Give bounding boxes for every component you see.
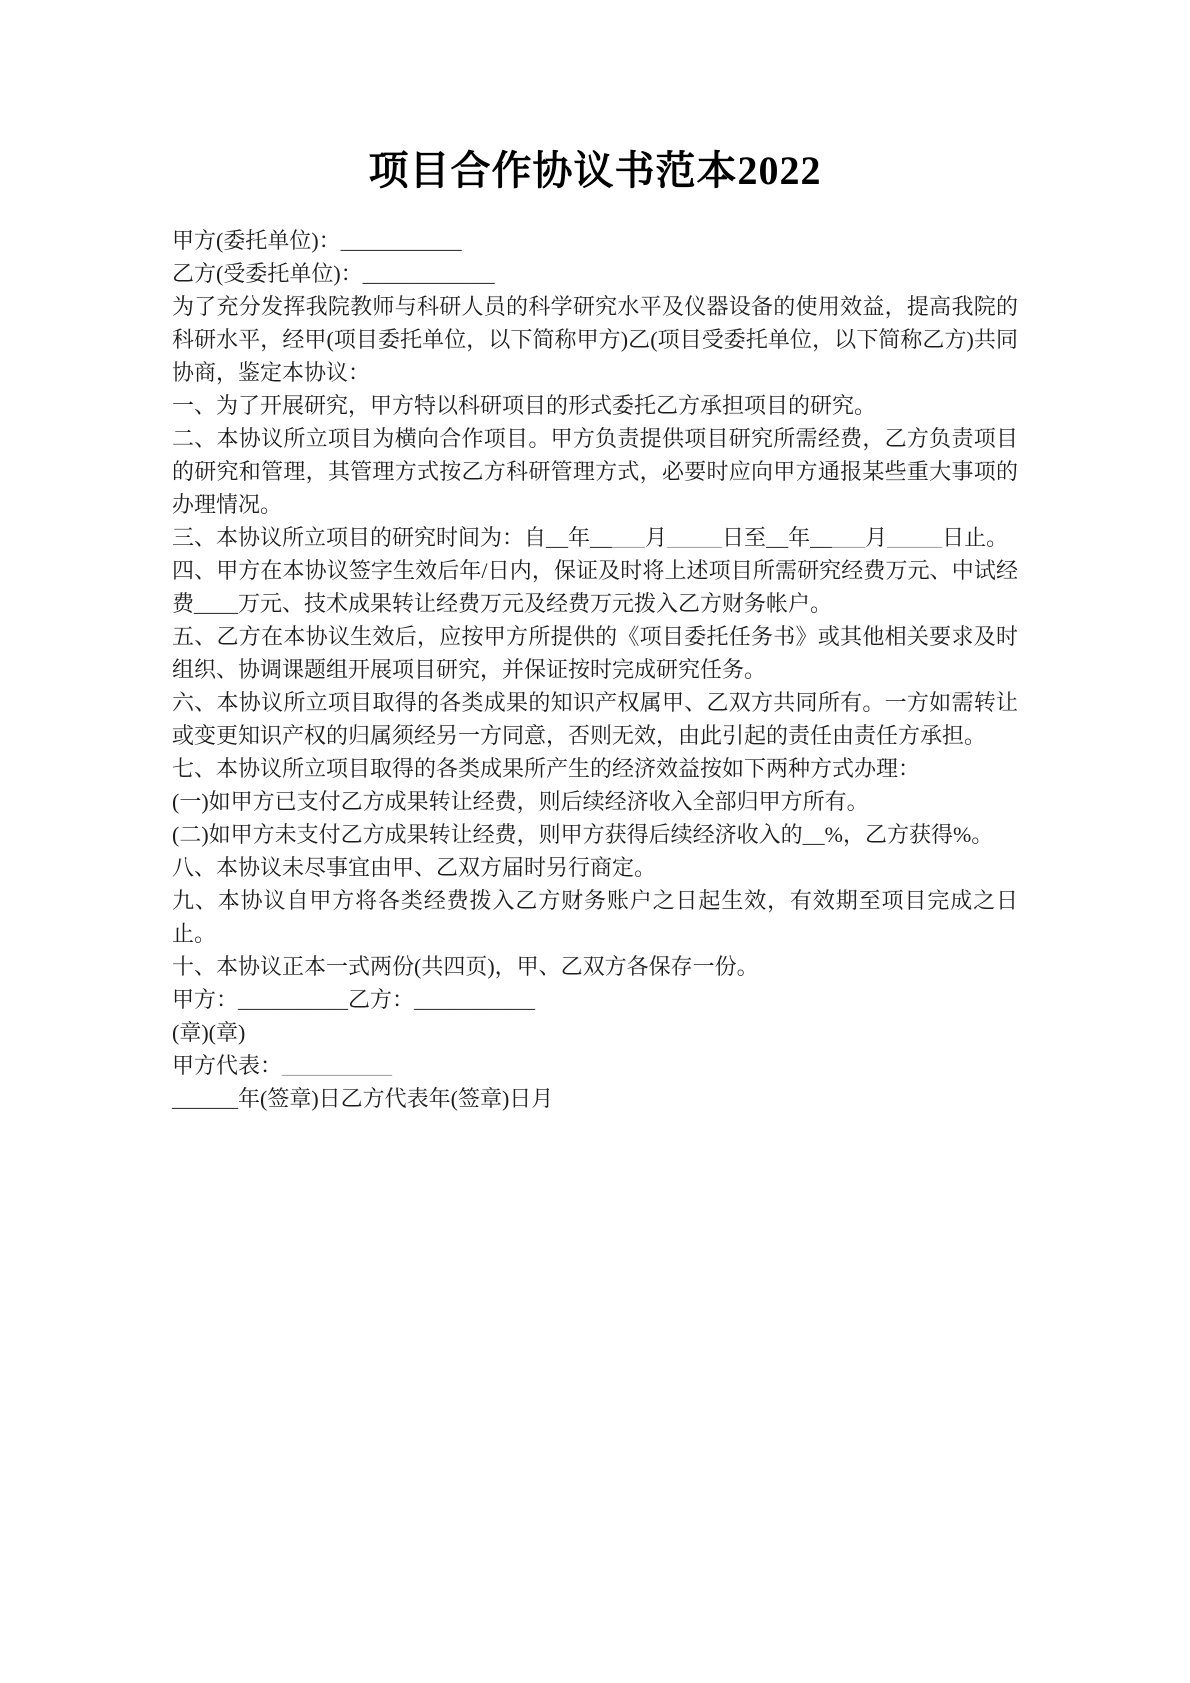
text-run: (一)如甲方已支付乙方成果转让经费，则后续经济收入全部归甲方所有。 bbox=[172, 789, 869, 814]
text-run: 八、本协议未尽事宜由甲、乙双方届时另行商定。 bbox=[172, 855, 657, 880]
text-run: 万元、技术成果转让经费万元及经费万元拨入乙方财务帐户。 bbox=[238, 591, 833, 616]
paragraph-clause-5 bbox=[172, 620, 1018, 686]
blank-field-shaded: _____ bbox=[667, 525, 723, 550]
text-run: %，乙方获得%。 bbox=[824, 822, 994, 847]
blank-field: ___________ bbox=[340, 228, 462, 253]
text-run: 乙方(受委托单位)： bbox=[172, 261, 363, 286]
document-title: 项目合作协议书范本2022 bbox=[368, 148, 822, 193]
paragraph-date-line bbox=[172, 1082, 1018, 1115]
text-run: 月 bbox=[645, 525, 668, 550]
paragraph-clause-3 bbox=[172, 521, 1018, 554]
text-run: 年 bbox=[788, 525, 811, 550]
blank-field: __ bbox=[590, 525, 613, 550]
paragraph-clause-1 bbox=[172, 389, 1018, 422]
text-run: 二、本协议所立项目为横向合作项目。甲方负责提供项目研究所需经费，乙方负责项目的研究和管理，其管理方式按乙方科研管理方式，必要时应向甲方通报某些重大事项的办理情况。 bbox=[172, 426, 1018, 517]
text-run: 为了充分发挥我院教师与科研人员的科学研究水平及仪器设备的使用效益，提高我院的科研水平，经甲(项目委托单位，以下简称甲方)乙(项目受委托单位，以下简称乙方)共同协商，鉴定本协议： bbox=[172, 294, 1018, 385]
text-run: (二)如甲方未支付乙方成果转让经费，则甲方获得后续经济收入的 bbox=[172, 822, 803, 847]
text-run: 一、为了开展研究，甲方特以科研项目的形式委托乙方承担项目的研究。 bbox=[172, 393, 877, 418]
blank-field-shaded: ___ bbox=[612, 525, 646, 550]
text-run: 日至 bbox=[722, 525, 767, 550]
blank-field: __ bbox=[810, 525, 833, 550]
paragraph-clause-7 bbox=[172, 752, 1018, 785]
text-run: 三、本协议所立项目的研究时间为：自 bbox=[172, 525, 547, 550]
text-run: 乙方： bbox=[348, 987, 415, 1012]
text-run: 六、本协议所立项目取得的各类成果的知识产权属甲、乙双方共同所有。一方如需转让或变更知识产权的归属须经另一方同意，否则无效，由此引起的责任由责任方承担。 bbox=[172, 690, 1018, 748]
paragraph-party-a-representative-line bbox=[172, 1049, 1018, 1082]
paragraph-clause-7-item-1 bbox=[172, 785, 1018, 818]
paragraph-signature-line bbox=[172, 983, 1018, 1016]
text-run: 甲方代表： bbox=[172, 1053, 283, 1078]
blank-field-shaded: _____ bbox=[887, 525, 943, 550]
paragraph-seal-line bbox=[172, 1016, 1018, 1049]
blank-field-shaded: ___ bbox=[832, 525, 866, 550]
blank-field: ___________ bbox=[414, 987, 536, 1012]
blank-field-shaded: __________ bbox=[282, 1053, 393, 1078]
paragraph-party-b-line bbox=[172, 257, 1018, 290]
text-run: 七、本协议所立项目取得的各类成果所产生的经济效益按如下两种方式办理： bbox=[172, 756, 921, 781]
text-run: 四、甲方在本协议签字生效后年/日内，保证及时将上述项目所需研究经费万元、中试经费 bbox=[172, 558, 1018, 616]
paragraph-clause-2 bbox=[172, 422, 1018, 521]
document-body bbox=[172, 224, 1018, 1115]
blank-field: ______ bbox=[172, 1086, 238, 1111]
paragraph-party-a-line bbox=[172, 224, 1018, 257]
text-run: 甲方： bbox=[172, 987, 239, 1012]
paragraph-clause-10 bbox=[172, 950, 1018, 983]
text-run: 九、本协议自甲方将各类经费拨入乙方财务账户之日起生效，有效期至项目完成之日止。 bbox=[172, 888, 1018, 946]
paragraph-clause-9 bbox=[172, 884, 1018, 950]
text-run: 五、乙方在本协议生效后，应按甲方所提供的《项目委托任务书》或其他相关要求及时组织、协调课题组开展项目研究，并保证按时完成研究任务。 bbox=[172, 624, 1018, 682]
paragraph-clause-4 bbox=[172, 554, 1018, 620]
blank-field: __ bbox=[546, 525, 569, 550]
text-run: 年 bbox=[568, 525, 591, 550]
blank-field: ____________ bbox=[362, 261, 495, 286]
blank-field: __ bbox=[802, 822, 825, 847]
blank-field: __________ bbox=[238, 987, 349, 1012]
text-run: 甲方(委托单位)： bbox=[172, 228, 341, 253]
text-run: 十、本协议正本一式两份(共四页)，甲、乙双方各保存一份。 bbox=[172, 954, 759, 979]
text-run: 日止。 bbox=[942, 525, 1009, 550]
document-content bbox=[172, 146, 1018, 1115]
text-run: 年(签章)日乙方代表年(签章)日月 bbox=[238, 1086, 554, 1111]
paragraph-preamble bbox=[172, 290, 1018, 389]
paragraph-clause-8 bbox=[172, 851, 1018, 884]
text-run: (章)(章) bbox=[172, 1020, 246, 1045]
paragraph-clause-6 bbox=[172, 686, 1018, 752]
blank-field: __ bbox=[766, 525, 789, 550]
blank-field: ____ bbox=[194, 591, 239, 616]
text-run: 月 bbox=[865, 525, 888, 550]
paragraph-clause-7-item-2 bbox=[172, 818, 1018, 851]
